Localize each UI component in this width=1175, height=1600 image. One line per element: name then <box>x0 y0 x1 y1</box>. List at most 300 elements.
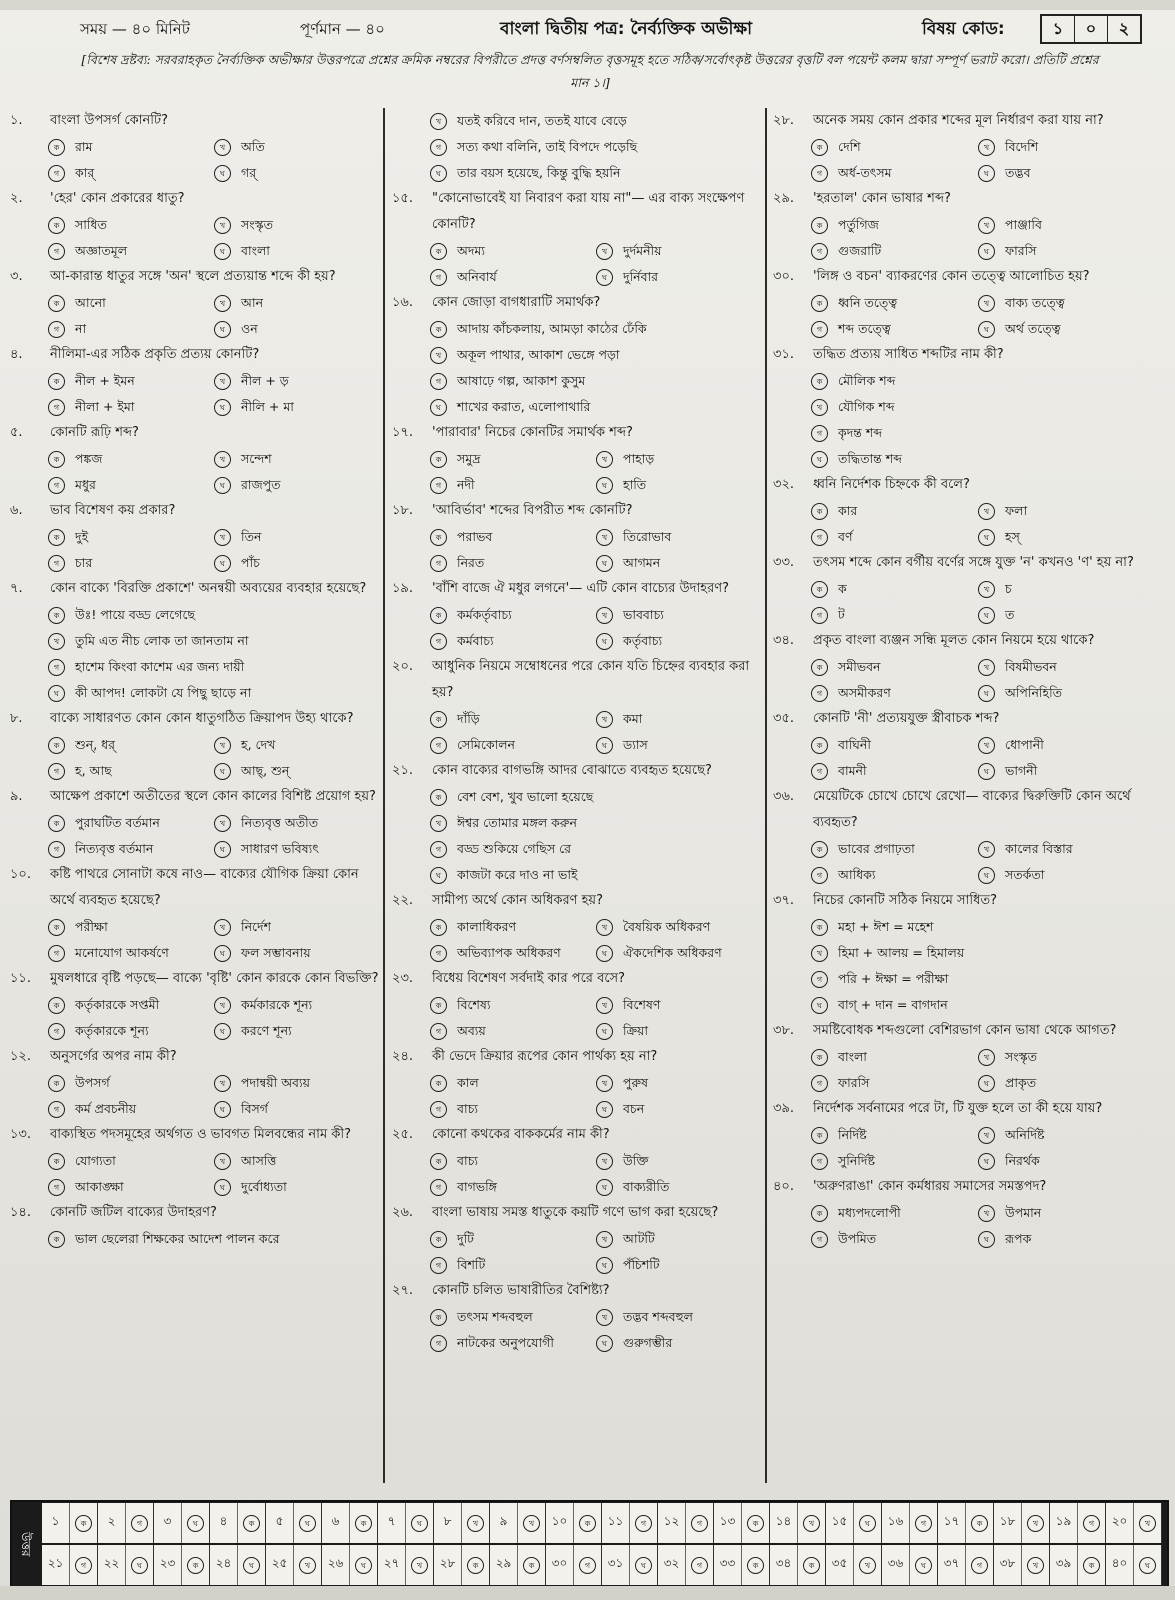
option-text: পর্তুগিজ <box>838 217 879 232</box>
option-text: নির্দিষ্ট <box>838 1127 867 1142</box>
question-block <box>392 1278 762 1356</box>
answer-key-question-number: ১৭ <box>938 1503 965 1543</box>
option-letter-circle: খ <box>214 919 231 936</box>
option-letter-circle: গ <box>48 321 65 338</box>
answer-key-choice <box>461 1545 489 1585</box>
question-line <box>392 498 762 524</box>
answer-option <box>48 654 380 680</box>
question-block <box>773 888 1145 1018</box>
option-text: বেশ বেশ, খুব ভালো হয়েছে <box>457 789 594 804</box>
option-letter-circle: খ <box>214 373 231 390</box>
answer-option <box>596 1018 762 1044</box>
option-text: ক্রিয়া <box>623 1023 649 1038</box>
answer-key-choice-circle: ঘ <box>859 1515 876 1532</box>
option-letter-circle: খ <box>214 139 231 156</box>
answer-key-question-number: ২৮ <box>434 1545 461 1585</box>
answer-option <box>48 680 380 706</box>
question-number: ৩. <box>10 269 23 284</box>
option-letter-circle: ঘ <box>430 165 447 182</box>
answer-option <box>596 628 762 654</box>
option-text: কর্মবাচ্য <box>457 633 494 648</box>
answer-option <box>48 1148 214 1174</box>
option-letter-circle: ঘ <box>596 1179 613 1196</box>
option-text: গুরুগম্ভীর <box>623 1335 673 1350</box>
question-block <box>773 550 1145 628</box>
question-block <box>392 290 762 420</box>
answer-key-question-number: ২৫ <box>266 1545 293 1585</box>
answer-key-cell <box>714 1503 770 1543</box>
option-text: কাজটা করে দাও না ভাই <box>457 867 578 882</box>
question-block <box>773 784 1145 888</box>
option-text: ভাববাচ্য <box>623 607 664 622</box>
answer-option <box>978 212 1145 238</box>
option-text: আধিক্য <box>838 867 876 882</box>
answer-key-row <box>42 1545 1162 1585</box>
option-text: কৃদন্ত শব্দ <box>838 425 883 440</box>
answer-option <box>214 550 380 576</box>
option-letter-circle: ক <box>811 1205 828 1222</box>
option-text: হাশেম কিংবা কাশেম এর জন্য দায়ী <box>75 659 245 674</box>
answer-option <box>811 1044 978 1070</box>
answer-key-choice-circle: ঘ <box>243 1557 260 1574</box>
answer-option <box>214 732 380 758</box>
question-number: ১২. <box>10 1049 32 1064</box>
answer-key-cell <box>770 1503 826 1543</box>
option-text: আন <box>241 295 264 310</box>
question-block <box>392 1122 762 1200</box>
answer-key-question-number: ১৩ <box>714 1503 741 1543</box>
question-line <box>392 290 762 316</box>
question-text: 'হরতাল' কোন ভাষার শব্দ? <box>813 191 951 206</box>
question-number: ২৮. <box>773 113 795 128</box>
option-letter-circle: ঘ <box>596 477 613 494</box>
answer-option <box>430 550 596 576</box>
question-number: ৯. <box>10 789 23 804</box>
answer-option <box>430 134 762 160</box>
option-letter-circle: গ <box>430 737 447 754</box>
answer-key-choice-circle: খ <box>299 1557 316 1574</box>
option-text: হ, দেখ <box>241 737 276 752</box>
question-block <box>10 264 380 342</box>
option-text: দেশি <box>838 139 861 154</box>
question-text: বাক্যস্থিত পদসমূহের অর্থগত ও ভাবগত মিলবন্ধের নাম কী? <box>50 1127 352 1142</box>
answer-key-cell <box>378 1503 434 1543</box>
option-text: ওন <box>241 321 258 336</box>
option-text: ধোপানী <box>1005 737 1044 752</box>
answer-key-choice <box>125 1545 153 1585</box>
answer-key-choice-circle: খ <box>1027 1557 1044 1574</box>
option-letter-circle: গ <box>430 373 447 390</box>
option-text: প্রাকৃত <box>1005 1075 1037 1090</box>
option-letter-circle: গ <box>430 945 447 962</box>
option-letter-circle: ক <box>430 711 447 728</box>
answer-key-choice-circle: খ <box>467 1515 484 1532</box>
option-letter-circle: ক <box>48 607 65 624</box>
answer-key-choice <box>741 1503 769 1543</box>
answer-option <box>430 1252 596 1278</box>
option-text: অনিবার্য <box>457 269 497 284</box>
question-text: বাংলা উপসর্গ কোনটি? <box>50 113 168 128</box>
answer-option <box>48 472 214 498</box>
option-text: ধ্বনি তত্ত্বে <box>838 295 898 310</box>
answer-key-choice-circle: ক <box>467 1557 484 1574</box>
answer-key-question-number: ২৭ <box>378 1545 405 1585</box>
question-text: আক্ষেপ প্রকাশে অতীতের স্থলে কোন কালের বিশিষ্ট প্রয়োগ হয়? <box>50 789 376 804</box>
option-text: কাল <box>457 1075 479 1090</box>
answer-option <box>811 368 1145 394</box>
answer-key-question-number: ১৯ <box>1050 1503 1077 1543</box>
answer-key-choice <box>517 1545 545 1585</box>
question-text: বিধেয় বিশেষণ সর্বদাই কার পরে বসে? <box>432 971 626 986</box>
answer-key-choice-circle: ক <box>243 1515 260 1532</box>
answer-option <box>214 472 380 498</box>
answer-option <box>430 1330 596 1356</box>
option-letter-circle: ক <box>430 1153 447 1170</box>
question-number: ১৩. <box>10 1127 32 1142</box>
question-text: 'হের' কোন প্রকারের ধাতু? <box>50 191 185 206</box>
answer-option <box>214 810 380 836</box>
option-text: বিসর্গ <box>241 1101 268 1116</box>
option-group <box>392 992 762 1044</box>
option-text: উপমিত <box>838 1231 877 1246</box>
subject-code-digit: ১ <box>1042 16 1075 42</box>
answer-key-choice-circle: গ <box>131 1515 148 1532</box>
answer-option <box>214 368 380 394</box>
option-text: দাঁড়ি <box>457 711 480 726</box>
answer-option <box>214 524 380 550</box>
answer-option <box>978 654 1145 680</box>
option-letter-circle: খ <box>214 737 231 754</box>
option-text: উপমান <box>1005 1205 1042 1220</box>
option-text: কালাধিকরণ <box>457 919 517 934</box>
option-text: বিষমীভবন <box>1005 659 1057 674</box>
answer-option <box>978 524 1145 550</box>
option-letter-circle: ক <box>48 997 65 1014</box>
option-letter-circle: ঘ <box>978 1153 995 1170</box>
answer-option <box>978 576 1145 602</box>
question-column-1 <box>10 108 380 1252</box>
option-letter-circle: ক <box>811 373 828 390</box>
option-text: সুনির্দিষ্ট <box>838 1153 875 1168</box>
question-block <box>10 862 380 966</box>
answer-key-choice <box>293 1503 321 1543</box>
answer-option <box>48 394 214 420</box>
option-text: আষাঢ়ে গল্প, আকাশ কুসুম <box>457 373 586 388</box>
question-text: কোনো কথকের বাককর্মের নাম কী? <box>432 1127 610 1142</box>
question-number: ১৮. <box>392 503 414 518</box>
answer-option <box>430 862 762 888</box>
option-letter-circle: খ <box>214 217 231 234</box>
question-block <box>773 186 1145 264</box>
answer-key-choice-circle: ক <box>971 1515 988 1532</box>
question-line <box>392 1044 762 1070</box>
question-block <box>392 758 762 888</box>
option-text: মধ্যপদলোপী <box>838 1205 901 1220</box>
option-text: বচন <box>623 1101 645 1116</box>
option-group <box>392 1304 762 1356</box>
answer-option <box>596 732 762 758</box>
question-block <box>10 576 380 706</box>
answer-option <box>48 758 214 784</box>
option-letter-circle: ঘ <box>596 555 613 572</box>
answer-option <box>811 836 978 862</box>
option-letter-circle: ক <box>48 1231 65 1248</box>
answer-option <box>214 1070 380 1096</box>
answer-key-question-number: ৭ <box>378 1503 405 1543</box>
question-number: ৭. <box>10 581 23 596</box>
option-letter-circle: ঘ <box>214 1101 231 1118</box>
question-block <box>773 1174 1145 1252</box>
answer-option <box>214 212 380 238</box>
answer-key-choice <box>685 1545 713 1585</box>
answer-key-choice <box>1021 1545 1049 1585</box>
answer-option <box>978 316 1145 342</box>
question-text: কী ভেদে ক্রিয়ার রূপের কোন পার্থক্য হয় না? <box>432 1049 658 1064</box>
question-text: সামীপ্য অর্থে কোন অধিকরণ হয়? <box>432 893 603 908</box>
question-number: ৩৩. <box>773 555 795 570</box>
option-text: আগমন <box>623 555 661 570</box>
option-text: নদী <box>457 477 475 492</box>
answer-key-choice <box>293 1545 321 1585</box>
option-text: বামনী <box>838 763 867 778</box>
question-number: ৩৮. <box>773 1023 795 1038</box>
answer-option <box>430 810 762 836</box>
question-number: ৩৪. <box>773 633 795 648</box>
option-text: ত <box>1005 607 1015 622</box>
answer-key-choice-circle: ক <box>579 1515 596 1532</box>
answer-option <box>48 238 214 264</box>
option-text: দুর্নিবার <box>623 269 659 284</box>
question-number: ১৭. <box>392 425 414 440</box>
answer-key-cell <box>322 1503 378 1543</box>
answer-key-question-number: ৬ <box>322 1503 349 1543</box>
question-line <box>392 758 762 784</box>
answer-key-question-number: ৩৩ <box>714 1545 741 1585</box>
option-letter-circle: খ <box>596 997 613 1014</box>
option-text: বর্ণ <box>838 529 853 544</box>
option-letter-circle: খ <box>596 1153 613 1170</box>
option-letter-circle: খ <box>978 581 995 598</box>
option-text: মৌলিক শব্দ <box>838 373 896 388</box>
question-block <box>10 966 380 1044</box>
question-line <box>10 784 380 810</box>
question-number: ২৯. <box>773 191 795 206</box>
answer-option <box>430 368 762 394</box>
option-text: ট <box>838 607 845 622</box>
option-text: হস্ <box>1005 529 1020 544</box>
option-group <box>392 602 762 654</box>
question-line <box>10 342 380 368</box>
option-text: তদ্ভব <box>1005 165 1031 180</box>
question-line <box>773 888 1145 914</box>
question-line <box>10 706 380 732</box>
option-letter-circle: গ <box>430 633 447 650</box>
answer-key-cell <box>826 1503 882 1543</box>
option-group <box>773 654 1145 706</box>
question-number: ২০. <box>392 659 414 674</box>
answer-key-cell <box>770 1545 826 1585</box>
answer-key-question-number: ১৪ <box>770 1503 797 1543</box>
answer-option <box>978 498 1145 524</box>
question-block <box>10 420 380 498</box>
option-group <box>392 706 762 758</box>
answer-option <box>430 836 762 862</box>
answer-key-cell <box>434 1545 490 1585</box>
answer-option <box>48 992 214 1018</box>
answer-key-choice-circle: খ <box>803 1515 820 1532</box>
option-letter-circle: খ <box>596 451 613 468</box>
answer-key-choice-circle: ক <box>523 1557 540 1574</box>
answer-option <box>430 1096 596 1122</box>
answer-option <box>48 290 214 316</box>
question-line <box>773 784 1145 836</box>
option-letter-circle: ঘ <box>978 243 995 260</box>
option-text: পাঁচ <box>241 555 260 570</box>
option-letter-circle: খ <box>430 347 447 364</box>
option-letter-circle: খ <box>596 919 613 936</box>
answer-option <box>430 992 596 1018</box>
answer-key-cell <box>154 1503 210 1543</box>
answer-key-question-number: ২২ <box>98 1545 125 1585</box>
option-letter-circle: ঘ <box>214 477 231 494</box>
answer-option <box>214 134 380 160</box>
option-text: হ, আছ <box>75 763 112 778</box>
option-letter-circle: গ <box>430 139 447 156</box>
option-letter-circle: ঘ <box>596 633 613 650</box>
answer-key-choice <box>1077 1545 1105 1585</box>
option-letter-circle: খ <box>978 139 995 156</box>
answer-option <box>48 134 214 160</box>
option-letter-circle: ক <box>811 841 828 858</box>
option-text: কার <box>838 503 858 518</box>
answer-key-cell <box>434 1503 490 1543</box>
answer-option <box>811 1200 978 1226</box>
option-letter-circle: ক <box>430 919 447 936</box>
option-letter-circle: ক <box>48 139 65 156</box>
option-text: চ <box>1005 581 1012 596</box>
answer-key-cell <box>546 1503 602 1543</box>
question-text: 'বাঁশি বাজে ঐ মধুর লগনে'— এটি কোন বাচ্যের উদাহরণ? <box>432 581 729 596</box>
question-text: কোন বাক্যে 'বিরক্তি প্রকাশে' অনন্বয়ী অব্যয়ের ব্যবহার হয়েছে? <box>50 581 367 596</box>
question-line <box>10 420 380 446</box>
answer-key-question-number: ১০ <box>546 1503 573 1543</box>
option-group <box>773 1044 1145 1096</box>
question-line <box>773 342 1145 368</box>
option-letter-circle: গ <box>811 685 828 702</box>
option-letter-circle: খ <box>596 607 613 624</box>
option-letter-circle: খ <box>214 815 231 832</box>
answer-option <box>430 602 596 628</box>
option-letter-circle: খ <box>596 529 613 546</box>
answer-key-choice <box>965 1545 993 1585</box>
option-text: ঈশ্বর তোমার মঙ্গল করুন <box>457 815 577 830</box>
option-text: কর্মকারকে শূন্য <box>241 997 313 1012</box>
question-block <box>392 498 762 576</box>
option-letter-circle: ক <box>430 1309 447 1326</box>
option-letter-circle: ঘ <box>596 1101 613 1118</box>
answer-option <box>430 706 596 732</box>
answer-option <box>811 212 978 238</box>
option-text: উঃ! পায়ে বড্ড লেগেছে <box>75 607 196 622</box>
answer-key-question-number: ২১ <box>42 1545 69 1585</box>
option-letter-circle: ঘ <box>978 1075 995 1092</box>
question-block <box>773 706 1145 784</box>
option-letter-circle: গ <box>48 1023 65 1040</box>
question-text: বাক্যে সাধারণত কোন কোন ধাতুগঠিত ক্রিয়াপদ উহ্য থাকে? <box>50 711 354 726</box>
answer-key-cell <box>994 1503 1050 1543</box>
answer-key-cell <box>42 1545 98 1585</box>
option-letter-circle: গ <box>48 165 65 182</box>
option-group <box>392 524 762 576</box>
option-text: পরীক্ষা <box>75 919 108 934</box>
answer-key-question-number: ৯ <box>490 1503 517 1543</box>
answer-key-question-number: ১২ <box>658 1503 685 1543</box>
answer-option <box>811 316 978 342</box>
answer-key-cell <box>42 1503 98 1543</box>
answer-option <box>978 1122 1145 1148</box>
option-text: তুমি এত নীচ লোক তা জানতাম না <box>75 633 249 648</box>
answer-key-choice-circle: ক <box>747 1557 764 1574</box>
option-letter-circle: খ <box>978 1049 995 1066</box>
answer-option <box>811 420 1145 446</box>
option-letter-circle: ঘ <box>978 867 995 884</box>
question-column-2 <box>392 108 762 1356</box>
option-letter-circle: খ <box>978 737 995 754</box>
answer-key-cell <box>322 1545 378 1585</box>
answer-key-choice <box>629 1545 657 1585</box>
answer-option <box>48 810 214 836</box>
answer-key-choice-circle: গ <box>579 1557 596 1574</box>
question-text: কোনটি জটিল বাক্যের উদাহরণ? <box>50 1205 217 1220</box>
answer-option <box>978 836 1145 862</box>
question-line <box>392 888 762 914</box>
option-text: উক্তি <box>623 1153 649 1168</box>
answer-key-table <box>10 1500 1169 1588</box>
option-letter-circle: ক <box>48 451 65 468</box>
option-letter-circle: গ <box>48 243 65 260</box>
answer-option <box>811 940 1145 966</box>
option-text: অতি <box>241 139 265 154</box>
question-line <box>773 1096 1145 1122</box>
answer-option <box>430 784 762 810</box>
question-number: ১৪. <box>10 1205 32 1220</box>
answer-option <box>214 446 380 472</box>
answer-key-choice-circle: ঘ <box>1139 1557 1156 1574</box>
option-text: কর্ম প্রবচনীয় <box>75 1101 137 1116</box>
option-letter-circle: ঘ <box>978 529 995 546</box>
option-letter-circle: খ <box>978 659 995 676</box>
option-text: অনির্দিষ্ট <box>1005 1127 1045 1142</box>
option-letter-circle: গ <box>811 867 828 884</box>
option-letter-circle: ঘ <box>596 945 613 962</box>
option-text: পুরুষ <box>623 1075 648 1090</box>
answer-option <box>978 1148 1145 1174</box>
option-group <box>773 498 1145 550</box>
question-block <box>392 576 762 654</box>
answer-key-choice-circle: গ <box>635 1515 652 1532</box>
option-letter-circle: ঘ <box>214 841 231 858</box>
question-column-3 <box>773 108 1145 1252</box>
answer-option <box>48 212 214 238</box>
question-block <box>392 966 762 1044</box>
answer-option <box>811 862 978 888</box>
answer-option <box>48 1174 214 1200</box>
option-text: সমুদ্র <box>457 451 481 466</box>
answer-key-question-number: ২ <box>98 1503 125 1543</box>
question-text: নীলিমা-এর সঠিক প্রকৃতি প্রত্যয় কোনটি? <box>50 347 260 362</box>
option-letter-circle: ক <box>48 1075 65 1092</box>
answer-option <box>430 940 596 966</box>
